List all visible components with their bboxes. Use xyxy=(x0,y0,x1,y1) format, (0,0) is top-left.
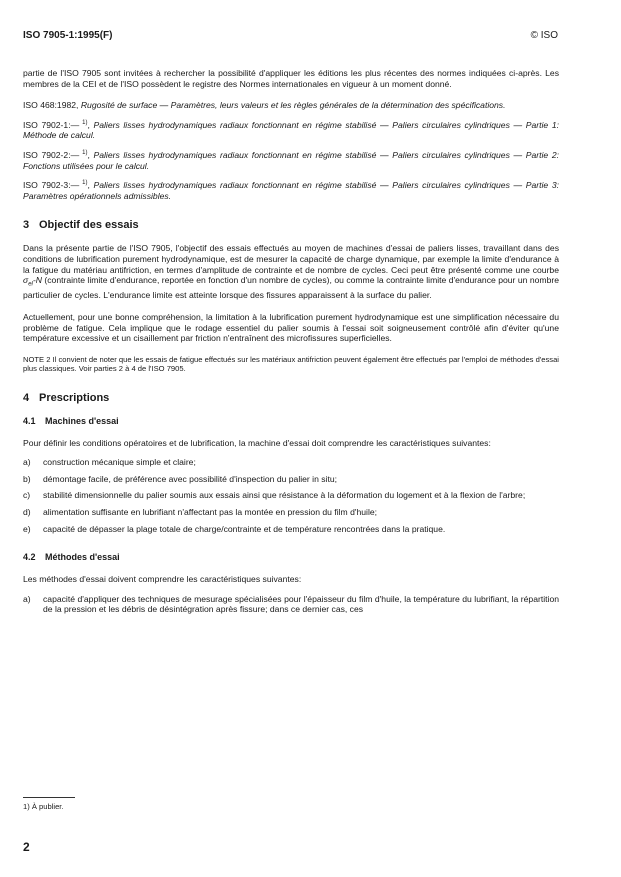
footnote-marker: 1) xyxy=(79,180,88,187)
section-title: Objectif des essais xyxy=(39,219,139,232)
reference-item: ISO 7902-2:— $^{1)}$, Paliers lisses hydrodynamiques radiaux fonctionnant en régime stabilisé — Paliers circulaires cylindriques — Partie 2: Fonctions utilisées pour le calcul. xyxy=(23,149,559,171)
note-2: NOTE 2 Il convient de noter que les essais de fatigue effectués sur les matériaux antifriction peuvent également être effectués par l'emploi de méthodes d'essai plus classiques. Voir parties 2 à 4 de l'ISO 7905. xyxy=(23,354,559,374)
reference-code: ISO 7902-3:— xyxy=(23,180,80,191)
list-item xyxy=(23,490,559,501)
reference-title: Paliers lisses hydrodynamiques radiaux fonctionnant en régime stabilisé — Paliers circulaires cylindriques — Partie 2: Fonctions utilisées pour le calcul. xyxy=(23,149,559,171)
list-item xyxy=(23,594,559,615)
section-number: 4 xyxy=(23,391,30,404)
section-title: Prescriptions xyxy=(39,391,110,404)
reference-title: Rugosité de surface — Paramètres, leurs valeurs et les règles générales de la détermination des spécifications. xyxy=(80,100,506,111)
subsection-title: Méthodes d'essai xyxy=(45,552,120,563)
subsection-4-1-heading xyxy=(23,416,559,427)
page-number: 2 xyxy=(23,840,30,854)
reference-code: ISO 468:1982, xyxy=(23,100,79,111)
page-content xyxy=(23,68,559,615)
list-item-text: stabilité dimensionnelle du palier soumis aux essais ainsi que résistance à la déformation du logement et à la flexion de l'arbre; xyxy=(43,490,526,501)
list-item-text: construction mécanique simple et claire; xyxy=(43,457,196,468)
list-item xyxy=(23,474,559,485)
reference-item: ISO 7902-1:— $^{1)}$, Paliers lisses hydrodynamiques radiaux fonctionnant en régime stabilisé — Paliers circulaires cylindriques — Partie 1: Méthode de calcul. xyxy=(23,119,559,141)
list-item-label: d) xyxy=(23,507,31,517)
list-item xyxy=(23,457,559,468)
list-item-label: b) xyxy=(23,473,31,484)
section-number: 3 xyxy=(23,219,30,232)
reference-code: ISO 7902-1:— xyxy=(23,119,80,130)
list-item-text: capacité de dépasser la plage totale de charge/contrainte et de température rencontrées dans la pratique. xyxy=(43,523,446,534)
list-item-label: a) xyxy=(23,457,31,468)
list-item-label: a) xyxy=(23,593,31,604)
requirements-list-4-2 xyxy=(23,594,559,615)
section-4-heading xyxy=(23,392,559,405)
list-item-text: capacité d'appliquer des techniques de mesurage spécialisées pour l'épaisseur du film d'huile, la température du lubrifiant, la répartition de la pression et les débris de désintégration après fissure; dans ce dernier cas, ces xyxy=(43,593,559,615)
section-3-paragraph-1: Dans la présente partie de l'ISO 7905, l'objectif des essais effectués au moyen de machines d'essai de paliers lisses, travaillant dans des conditions de lubrification purement hydrodynamique, est de mesurer la capacité de charge dynamique, par exemple la limite d'endurance à la fatigue du matériau antifriction, en termes d'amplitude de contrainte et de nombre de cycles. Ceci peut être présenté comme une courbe $\sigma_{el}-N$ (contrainte limite d'endurance, reportée en fonction d'un nombre de cycles), ou comme la contrainte limite d'endurance pour un nombre particulier de cycles. L'endurance limite est atteinte lorsque des fissures apparaissent à la surface du palier. xyxy=(23,243,559,301)
subsection-4-2-heading xyxy=(23,552,559,563)
subsection-number: 4.1 xyxy=(23,415,36,426)
reference-list xyxy=(23,100,559,201)
intro-paragraph: partie de l'ISO 7905 sont invitées à rechercher la possibilité d'appliquer les éditions les plus récentes des normes indiquées ci-après. Les membres de la CEI et de l'ISO possèdent le registre des Normes internationales en vigueur à un moment donné. xyxy=(23,68,559,89)
list-item-label: c) xyxy=(23,490,31,501)
section-3-paragraph-2: Actuellement, pour une bonne compréhension, la limitation à la lubrification purement hydrodynamique est une simplification nécessaire du problème de fatigue. Cela implique que le rodage essentiel du palier soumis à l'essai soit soigneusement contrôlé afin d'éviter qu'une température excessive et un cisaillement par friction n'entraînent des microfissures superficielles. xyxy=(23,312,559,344)
list-item xyxy=(23,507,559,518)
reference-code: ISO 7902-2:— xyxy=(23,149,80,160)
list-item-label: e) xyxy=(23,523,31,534)
footnote: 1) À publier. xyxy=(23,802,64,811)
reference-item xyxy=(23,100,559,111)
footnote-marker: 1) xyxy=(79,119,88,126)
reference-title: Paliers lisses hydrodynamiques radiaux fonctionnant en régime stabilisé — Paliers circulaires cylindriques — Partie 1: Méthode de calcul. xyxy=(23,119,559,141)
reference-title: Paliers lisses hydrodynamiques radiaux fonctionnant en régime stabilisé — Paliers circulaires cylindriques — Partie 3: Paramètres opérationnels admissibles. xyxy=(23,180,559,201)
header-standard-id: ISO 7905-1:1995(F) xyxy=(23,30,113,41)
footnote-marker: 1) xyxy=(79,149,88,156)
footnote-rule xyxy=(23,797,75,798)
subsection-number: 4.2 xyxy=(23,552,36,563)
subsection-title: Machines d'essai xyxy=(45,415,119,426)
list-item xyxy=(23,524,559,535)
requirements-list-4-1 xyxy=(23,457,559,534)
reference-item: ISO 7902-3:— $^{1)}$, Paliers lisses hydrodynamiques radiaux fonctionnant en régime stabilisé — Paliers circulaires cylindriques — Partie 3: Paramètres opérationnels admissibles. xyxy=(23,180,559,201)
subsection-4-2-intro: Les méthodes d'essai doivent comprendre les caractéristiques suivantes: xyxy=(23,574,302,585)
subsection-4-1-intro: Pour définir les conditions opératoires et de lubrification, la machine d'essai doit comprendre les caractéristiques suivantes: xyxy=(23,437,491,448)
list-item-text: alimentation suffisante en lubrifiant n'affectant pas la montée en pression du film d'huile; xyxy=(43,507,378,517)
section-3-heading xyxy=(23,219,559,232)
list-item-text: démontage facile, de préférence avec possibilité d'inspection du palier in situ; xyxy=(43,473,338,484)
sigma-symbol: $\sigma_{el}-N$ xyxy=(23,275,42,288)
header-copyright: © ISO xyxy=(530,30,558,41)
